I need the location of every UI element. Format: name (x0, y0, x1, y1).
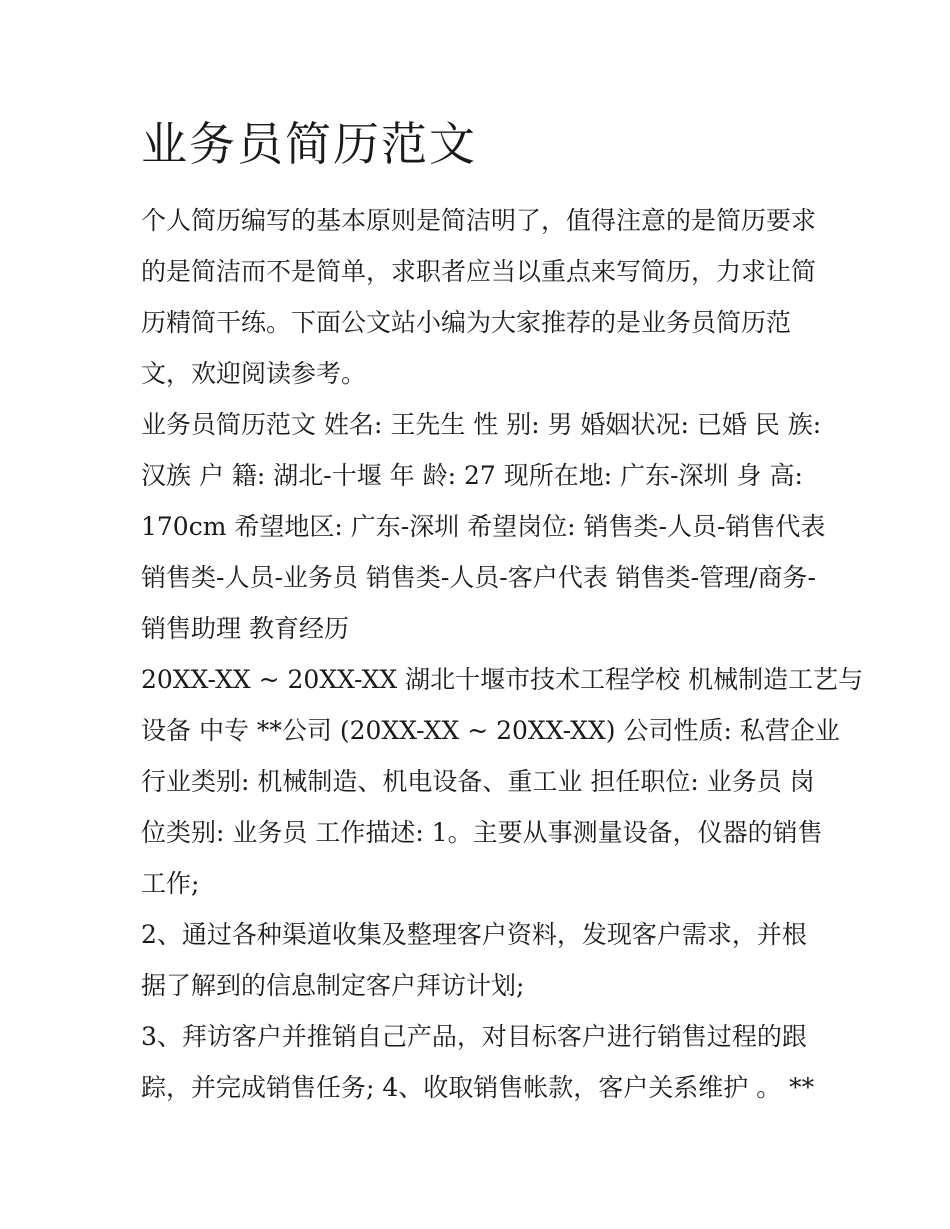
education-line-2: 设备 中专 **公司 (20XX-XX ~ 20XX-XX) 公司性质: 私营企业 (141, 716, 840, 745)
document-title: 业务员简历范文 (141, 117, 477, 171)
profile-line-3: 170cm 希望地区: 广东-深圳 希望岗位: 销售类-人员-销售代表 (141, 512, 826, 541)
profile-line-2: 汉族 户 籍: 湖北-十堰 年 龄: 27 现所在地: 广东-深圳 身 高: (141, 461, 803, 490)
duty-2-line-2: 据了解到的信息制定客户拜访计划; (141, 971, 525, 1000)
duty-3-line-1: 3、拜访客户并推销自己产品，对目标客户进行销售过程的跟 (141, 1022, 807, 1051)
duty-2-line-1: 2、通过各种渠道收集及整理客户资料，发现客户需求，并根 (141, 920, 807, 949)
intro-line-1: 个人简历编写的基本原则是简洁明了，值得注意的是简历要求 (141, 206, 817, 235)
intro-line-4: 文，欢迎阅读参考。 (141, 359, 367, 388)
work-line-1: 行业类别: 机械制造、机电设备、重工业 担任职位: 业务员 岗 (141, 767, 815, 796)
intro-line-3: 历精简干练。下面公文站小编为大家推荐的是业务员简历范 (141, 308, 792, 337)
work-line-3: 工作; (141, 869, 200, 898)
profile-line-1: 业务员简历范文 姓名: 王先生 性 别: 男 婚姻状况: 已婚 民 族: (141, 410, 822, 439)
work-line-2: 位类别: 业务员 工作描述: 1。主要从事测量设备，仪器的销售 (141, 818, 823, 847)
profile-line-4: 销售类-人员-业务员 销售类-人员-客户代表 销售类-管理/商务- (141, 563, 817, 592)
intro-line-2: 的是简洁而不是简单，求职者应当以重点来写简历，力求让简 (141, 257, 817, 286)
education-line-1: 20XX-XX ~ 20XX-XX 湖北十堰市技术工程学校 机械制造工艺与 (141, 665, 864, 694)
profile-line-5: 销售助理 教育经历 (141, 614, 349, 643)
duty-3-line-2: 踪，并完成销售任务; 4、收取销售帐款，客户关系维护 。 ** (141, 1073, 815, 1102)
